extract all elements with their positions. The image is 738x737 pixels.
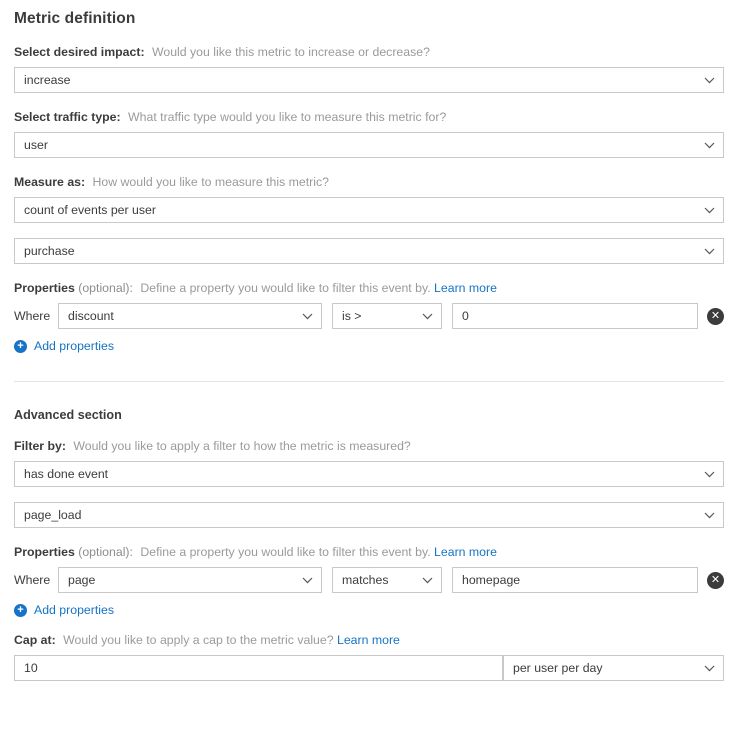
advanced-add-properties-row[interactable] <box>14 603 724 617</box>
measure-hint: How would you like to measure this metric? <box>92 175 329 189</box>
properties-optional: (optional): <box>78 281 133 295</box>
chevron-down-icon <box>422 304 433 328</box>
advanced-section-title: Advanced section <box>14 408 122 422</box>
measure-event-select-value: purchase <box>24 244 75 258</box>
advanced-properties-optional: (optional): <box>78 545 133 559</box>
advanced-property-name-select[interactable] <box>58 567 322 593</box>
advanced-property-operator-value: matches <box>342 573 389 587</box>
advanced-properties-learn-more-link[interactable]: Learn more <box>434 545 497 559</box>
chevron-down-icon <box>422 568 433 592</box>
add-properties-label[interactable]: Add properties <box>34 339 114 353</box>
filter-by-select-value: has done event <box>24 467 109 481</box>
property-name-value: discount <box>68 309 114 323</box>
traffic-label: Select traffic type: <box>14 110 121 124</box>
chevron-down-icon <box>704 68 715 92</box>
chevron-down-icon <box>704 656 715 680</box>
filter-event-select[interactable] <box>14 502 724 528</box>
properties-label-row <box>14 280 724 296</box>
advanced-property-name-value: page <box>68 573 96 587</box>
properties-hint: Define a property you would like to filter this event by. <box>140 281 431 295</box>
plus-circle-icon: + <box>14 340 27 353</box>
measure-event-select[interactable] <box>14 238 724 264</box>
measure-as-select-value: count of events per user <box>24 203 156 217</box>
impact-label: Select desired impact: <box>14 45 145 59</box>
chevron-down-icon <box>704 239 715 263</box>
chevron-down-icon <box>704 503 715 527</box>
traffic-label-row <box>14 109 724 125</box>
advanced-properties-label: Properties <box>14 545 75 559</box>
measure-label-row <box>14 174 724 190</box>
advanced-properties-hint: Define a property you would like to filter this event by. <box>140 545 431 559</box>
cap-label-row <box>14 632 724 648</box>
properties-learn-more-link[interactable]: Learn more <box>434 281 497 295</box>
cap-unit-select[interactable] <box>503 655 724 681</box>
plus-circle-icon: + <box>14 604 27 617</box>
cap-hint: Would you like to apply a cap to the metric value? <box>63 633 334 647</box>
cap-value-input[interactable] <box>14 655 503 681</box>
impact-select[interactable] <box>14 67 724 93</box>
filter-hint: Would you like to apply a filter to how the metric is measured? <box>73 439 411 453</box>
traffic-type-select-value: user <box>24 138 48 152</box>
property-operator-value: is > <box>342 309 362 323</box>
advanced-properties-label-row <box>14 544 724 560</box>
property-filter-row <box>14 303 724 329</box>
cap-unit-value: per user per day <box>513 661 603 675</box>
properties-label: Properties <box>14 281 75 295</box>
section-divider <box>14 381 724 382</box>
where-label: Where <box>14 309 51 323</box>
advanced-add-properties-label[interactable]: Add properties <box>34 603 114 617</box>
cap-learn-more-link[interactable]: Learn more <box>337 633 400 647</box>
impact-label-row <box>14 44 724 60</box>
chevron-down-icon <box>704 133 715 157</box>
property-value-input[interactable] <box>452 303 698 329</box>
advanced-property-operator-select[interactable] <box>332 567 442 593</box>
traffic-type-select[interactable] <box>14 132 724 158</box>
chevron-down-icon <box>302 568 313 592</box>
chevron-down-icon <box>704 462 715 486</box>
traffic-hint: What traffic type would you like to measure this metric for? <box>128 110 447 124</box>
impact-select-value: increase <box>24 73 71 87</box>
property-name-select[interactable] <box>58 303 322 329</box>
advanced-property-value-input[interactable] <box>452 567 698 593</box>
chevron-down-icon <box>704 198 715 222</box>
advanced-property-filter-row <box>14 567 724 593</box>
chevron-down-icon <box>302 304 313 328</box>
filter-event-select-value: page_load <box>24 508 82 522</box>
filter-label: Filter by: <box>14 439 66 453</box>
measure-label: Measure as: <box>14 175 86 189</box>
measure-as-select[interactable] <box>14 197 724 223</box>
remove-advanced-property-icon[interactable]: ✕ <box>707 572 724 589</box>
page-title: Metric definition <box>14 10 136 27</box>
add-properties-row[interactable] <box>14 339 724 353</box>
remove-property-icon[interactable]: ✕ <box>707 308 724 325</box>
cap-row <box>14 655 724 681</box>
property-operator-select[interactable] <box>332 303 442 329</box>
impact-hint: Would you like this metric to increase or decrease? <box>151 45 430 59</box>
advanced-where-label: Where <box>14 573 51 587</box>
cap-label: Cap at: <box>14 633 56 647</box>
filter-label-row <box>14 438 724 454</box>
filter-by-select[interactable] <box>14 461 724 487</box>
